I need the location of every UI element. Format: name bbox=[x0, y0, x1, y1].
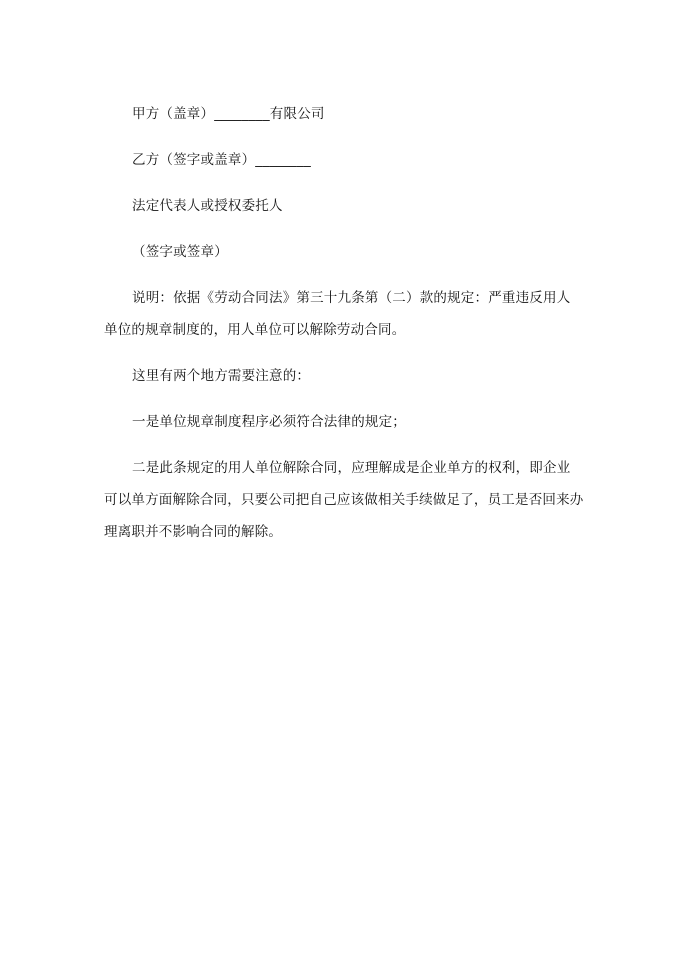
point-two-paragraph: 二是此条规定的用人单位解除合同，应理解成是企业单方的权利，即企业可以单方面解除合同，只要公司把自己应该做相关手续做足了，员工是否回来办理离职并不影响合同的解除。 bbox=[104, 460, 584, 540]
attention-intro-paragraph: 这里有两个地方需要注意的： bbox=[132, 368, 311, 384]
explanation-paragraph: 说明：依据《劳动合同法》第三十九条第（二）款的规定：严重违反用人单位的规章制度的，用人单位可以解除劳动合同。 bbox=[104, 290, 571, 338]
document-body bbox=[104, 98, 584, 548]
point-one-paragraph: 一是单位规章制度程序必须符合法律的规定； bbox=[132, 414, 406, 430]
party-b-signature-line: 乙方（签字或盖章）________ bbox=[132, 152, 311, 168]
legal-representative-line: 法定代表人或授权委托人 bbox=[132, 198, 283, 214]
party-a-signature-line: 甲方（盖章）________有限公司 bbox=[132, 106, 325, 122]
signature-note-line: （签字或签章） bbox=[132, 244, 228, 260]
